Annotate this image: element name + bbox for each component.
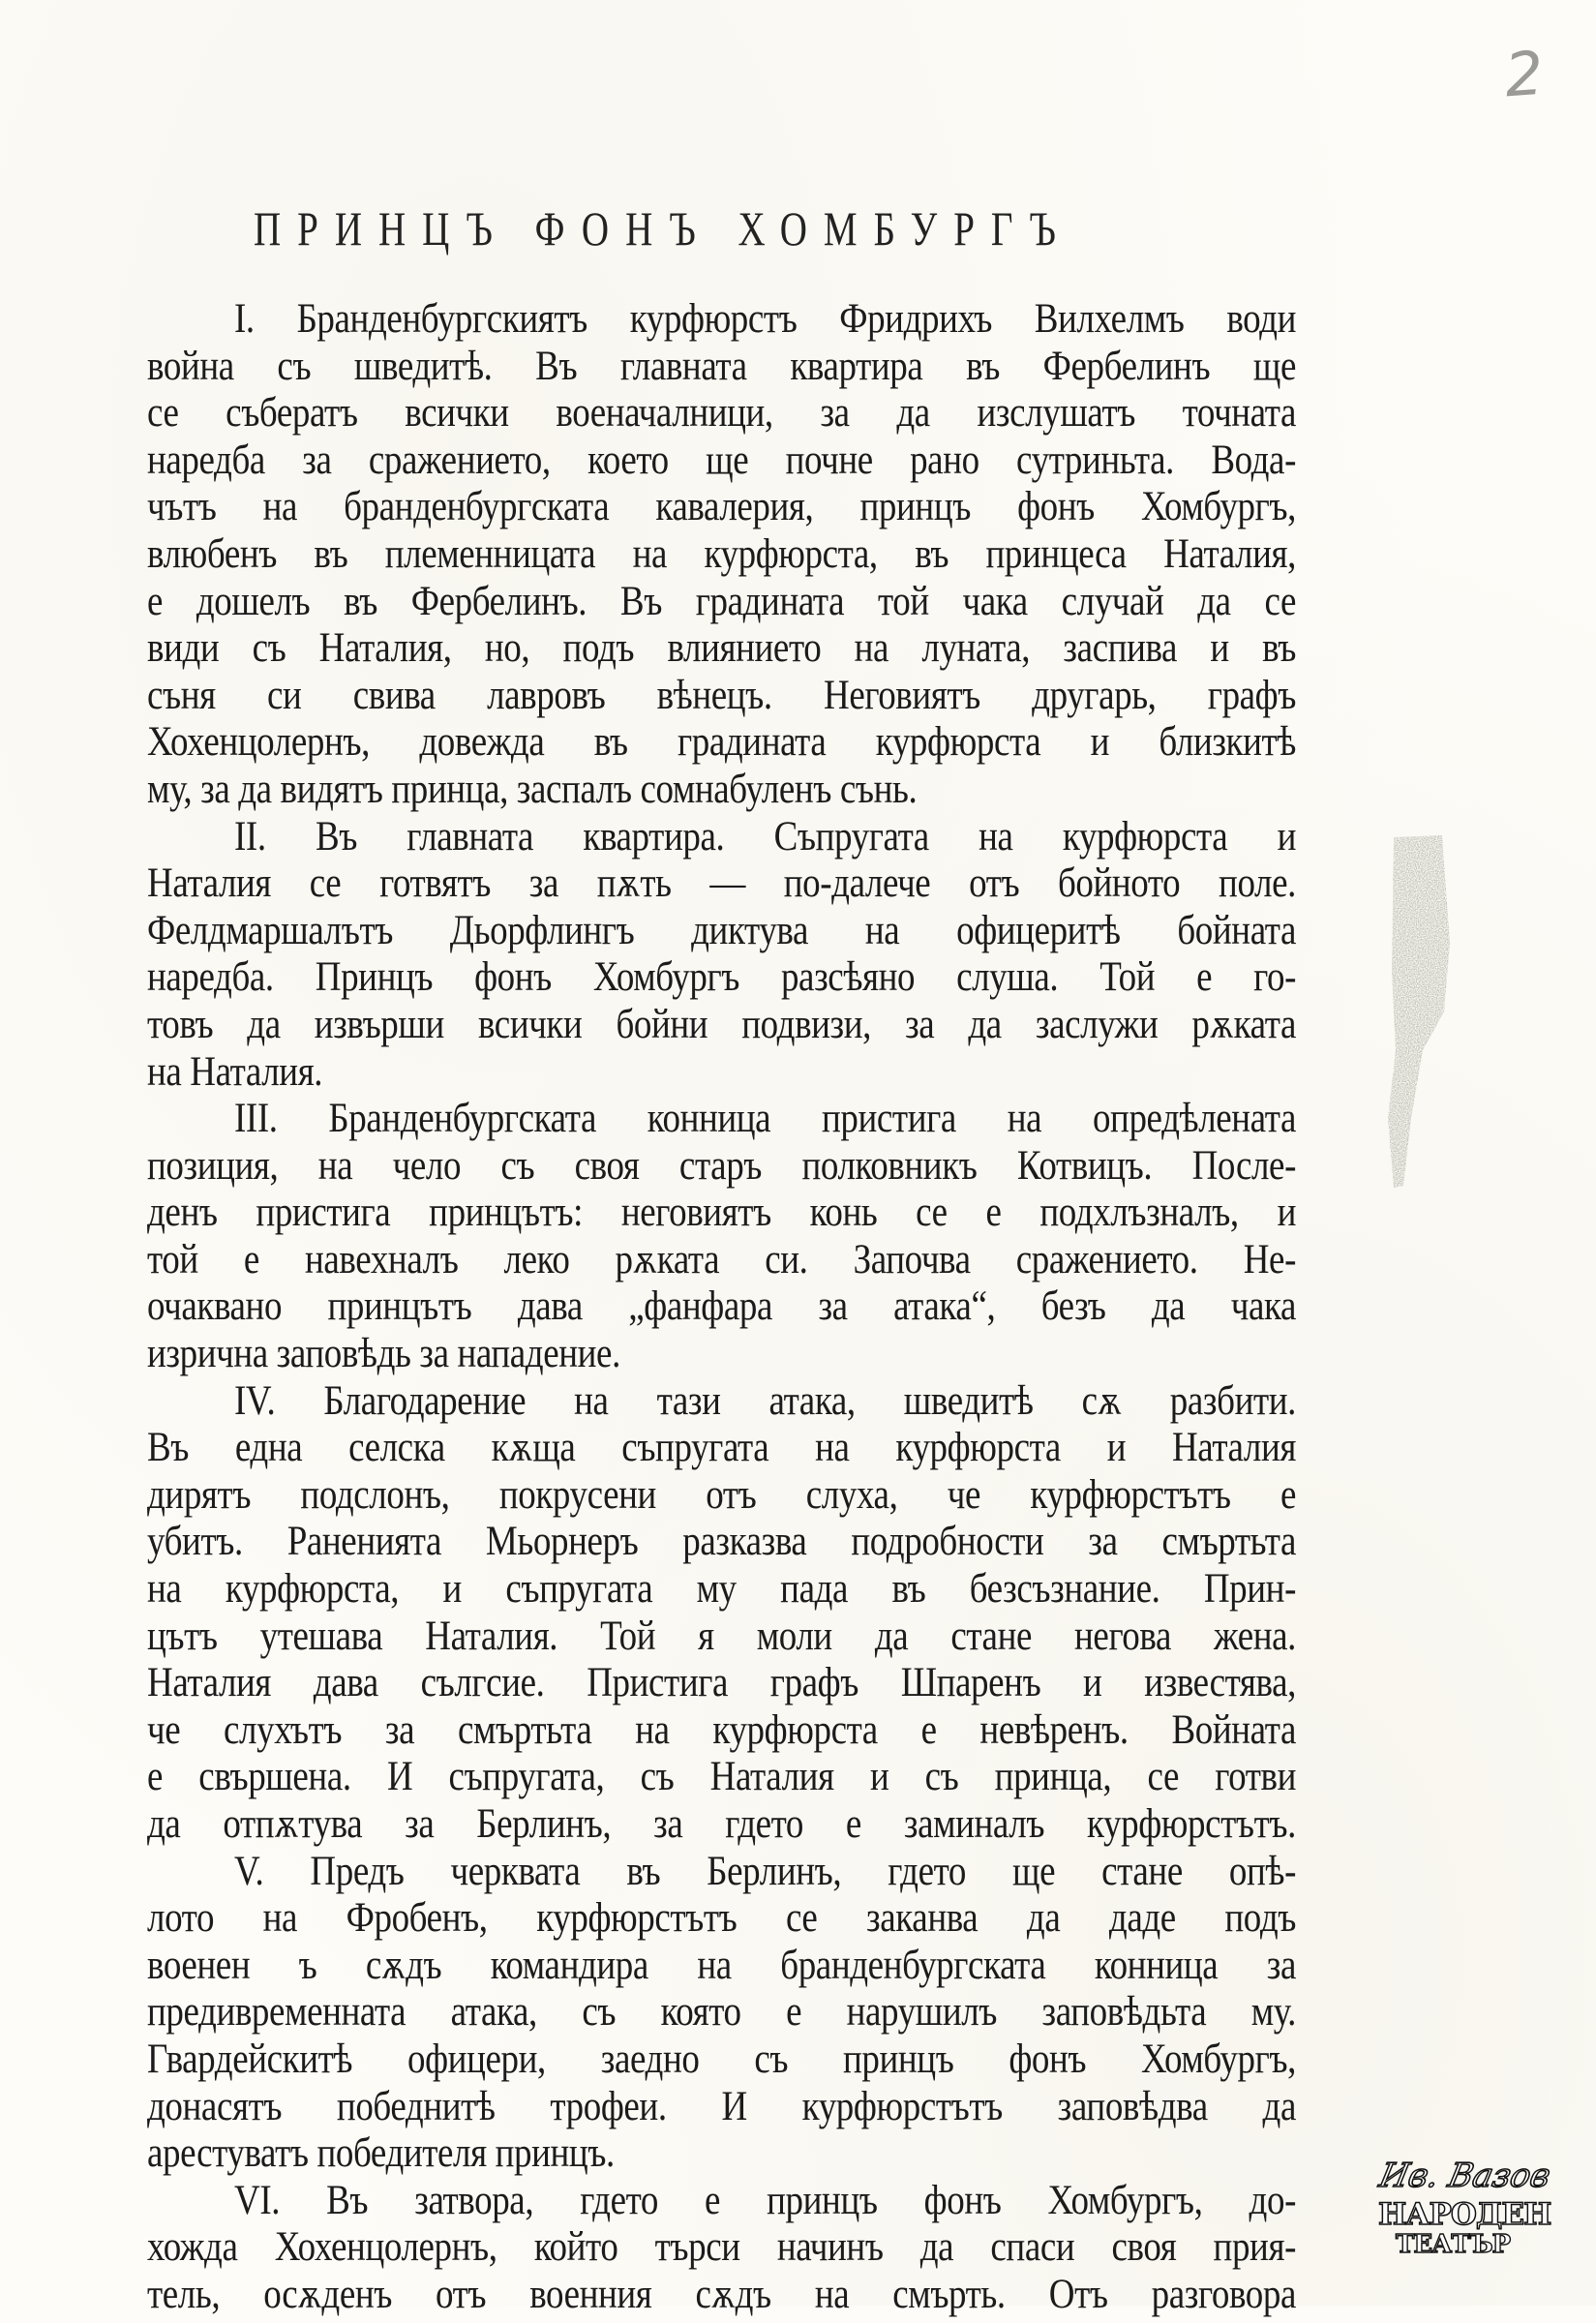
text-line: Фелдмаршалътъ Дьорфлингъ диктува на офицеритѣ бойната xyxy=(147,906,1296,954)
text-line: IV. Благодарение на тази атака, шведитѣ сѫ разбити. xyxy=(234,1376,1296,1425)
text-line: му, за да видятъ принца, заспалъ сомнабуленъ сънь. xyxy=(147,766,918,813)
text-line: очаквано принцътъ дава „фанфара за атака“, безъ да чака xyxy=(147,1282,1296,1331)
text-line: да отпѫтува за Берлинъ, за гдето е заминалъ курфюрстътъ. xyxy=(147,1800,1296,1848)
logo-line-1: НАРОДЕН xyxy=(1378,2197,1551,2232)
text-line: III. Бранденбургската конница пристига на опредѣлената xyxy=(234,1095,1296,1142)
text-line: влюбенъ въ племенницата на курфюрста, въ принцеса Наталия, xyxy=(147,530,1296,578)
pencil-smudge-mark xyxy=(1374,828,1466,1195)
text-line: лото на Фробенъ, курфюрстътъ се заканва да даде подъ xyxy=(147,1894,1296,1942)
text-line: че слухътъ за смъртьта на курфюрста е невѣренъ. Войната xyxy=(147,1705,1296,1754)
paragraph-1 xyxy=(147,296,1296,814)
synopsis-body xyxy=(147,296,1296,2319)
text-line: военен ъ сѫдъ командира на бранденбургската конница за xyxy=(147,1941,1296,1989)
text-line: Наталия дава сългсие. Пристига графъ Шпаренъ и известява, xyxy=(147,1659,1296,1706)
text-line: дирятъ подслонъ, покрусени отъ слуха, че курфюрстътъ е xyxy=(147,1471,1296,1519)
national-theatre-logo xyxy=(1374,2157,1554,2273)
text-line: арестуватъ победителя принцъ. xyxy=(147,2129,615,2177)
text-line: е дошелъ въ Фербелинъ. Въ градината той чака случай да се xyxy=(147,577,1296,625)
text-line: той е навехналъ леко рѫката си. Започва сражението. Не- xyxy=(147,1236,1296,1283)
text-line: е свършена. И съпругата, съ Наталия и съ принца, се готви xyxy=(147,1753,1296,1800)
text-line: V. Предъ черквата въ Берлинъ, гдето ще стане опѣ- xyxy=(234,1847,1296,1895)
text-line: Гвардейскитѣ офицери, заедно съ принцъ фонъ Хомбургъ, xyxy=(147,2036,1296,2083)
text-line: убитъ. Раненията Мьорнеръ разказва подробности за смъртьта xyxy=(147,1518,1296,1565)
logo-line-2: ТЕАТЪР xyxy=(1396,2230,1511,2259)
paragraph-5 xyxy=(147,1849,1296,2178)
text-line: предивременната атака, съ която е нарушилъ заповѣдьта му. xyxy=(147,1988,1296,2036)
text-line: Наталия се готвятъ за пѫть — по-далече отъ бойното поле. xyxy=(147,860,1296,907)
text-line: на Наталия. xyxy=(147,1047,323,1096)
text-line: VI. Въ затвора, гдето е принцъ фонъ Хомбургъ, до- xyxy=(234,2176,1296,2224)
paragraph-4 xyxy=(147,1378,1296,1849)
handwritten-page-number: 2 xyxy=(1502,37,1546,111)
text-line: чътъ на бранденбургската кавалерия, принцъ фонъ Хомбургъ, xyxy=(147,483,1296,530)
text-line: съня си свива лавровъ вѣнецъ. Неговиятъ другарь, графъ xyxy=(147,671,1296,719)
document-title: ПРИНЦЪ ФОНЪ ХОМБУРГЪ xyxy=(254,202,1072,256)
text-line: наредба за сражението, което ще почне рано сутриньта. Вода- xyxy=(147,436,1296,484)
text-line: се събератъ всички военачалници, за да изслушатъ точната xyxy=(147,389,1296,437)
text-line: Въ една селска кѫща съпругата на курфюрста и Наталия xyxy=(147,1424,1296,1471)
paragraph-2 xyxy=(147,814,1296,1097)
paragraph-3 xyxy=(147,1096,1296,1378)
text-line: война съ шведитѣ. Въ главната квартира въ Фербелинъ ще xyxy=(147,342,1296,390)
text-line: денъ пристига принцътъ: неговиятъ конь се е подхлъзналъ, и xyxy=(147,1189,1296,1236)
text-line: наредба. Принцъ фонъ Хомбургъ разсѣяно слуша. Той е го- xyxy=(147,953,1296,1001)
text-line: I. Бранденбургскиятъ курфюрстъ Фридрихъ Вилхелмъ води xyxy=(234,295,1296,343)
text-line: Хохенцолернъ, довежда въ градината курфюрста и близкитѣ xyxy=(147,718,1296,766)
text-line: тель, осѫденъ отъ военния сѫдъ на смърть. Отъ разговора xyxy=(147,2271,1296,2318)
text-line: товъ да извърши всички бойни подвизи, за да заслужи рѫката xyxy=(147,1001,1296,1048)
text-line: донасятъ победнитѣ трофеи. И курфюрстътъ заповѣдва да xyxy=(147,2082,1296,2130)
text-line: изрична заповѣдь за нападение. xyxy=(147,1330,620,1377)
text-line: цътъ утешава Наталия. Той я моли да стане негова жена. xyxy=(147,1612,1296,1660)
logo-script-signature: Ив. Вазов xyxy=(1375,2157,1554,2195)
text-line: позиция, на чело съ своя старъ полковникъ Котвицъ. После- xyxy=(147,1141,1296,1190)
text-line: види съ Наталия, но, подъ влиянието на луната, заспива и въ xyxy=(147,624,1296,672)
text-line: хожда Хохенцолернъ, който търси начинъ да спаси своя прия- xyxy=(147,2223,1296,2271)
paragraph-6 xyxy=(147,2178,1296,2319)
text-line: на курфюрста, и съпругата му пада въ безсъзнание. Прин- xyxy=(147,1565,1296,1613)
text-line: II. Въ главната квартира. Съпругата на курфюрста и xyxy=(234,812,1296,860)
